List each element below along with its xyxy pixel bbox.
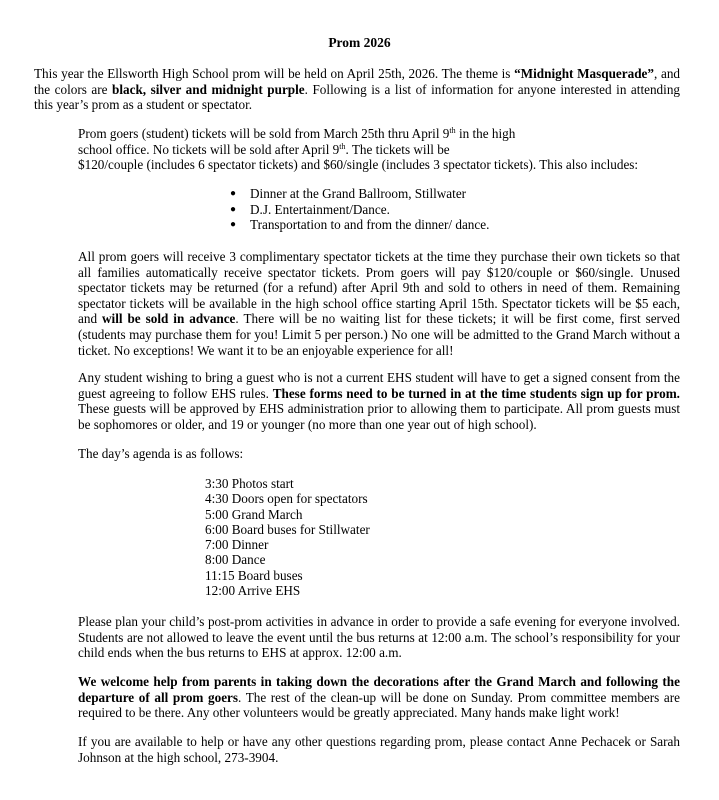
agenda-item: 11:15 Board buses	[205, 567, 303, 583]
post-prom-paragraph: Please plan your child’s post-prom activities in advance in order to provide a safe evening for everyone involved. Students are not allowed to leave the event until the bus returns at 12:00 a.m. The school’s responsibility for your child ends when the bus returns to EHS at approx. 12:00 a.m.	[78, 614, 680, 661]
agenda-item: 6:00 Board buses for Stillwater	[205, 521, 370, 537]
contact-paragraph: If you are available to help or have any other questions regarding prom, please contact Anne Pechacek or Sarah Johnson at the high school, 273-3904.	[78, 734, 680, 765]
agenda-item: 7:00 Dinner	[205, 537, 269, 553]
intro-text: , and the colors are	[34, 66, 681, 97]
tickets-line: school office. No tickets will be sold after April 9	[78, 141, 340, 157]
agenda-item: 4:30 Doors open for spectators	[205, 491, 368, 507]
spectator-tickets-paragraph	[78, 249, 680, 358]
ordinal-suffix: th	[339, 141, 346, 151]
emphasis-text: We welcome help from parents in taking down the decorations after the Grand March and following the departure of all prom goers	[78, 674, 680, 705]
agenda-list	[205, 476, 370, 598]
paragraph-text: All prom goers will receive 3 complimentary spectator tickets at the time they purchase their own tickets so that all families automatically receive spectator tickets. Prom goers will pay $120/couple or $60/single. Unused spectator tickets may be returned (for a refund) after April 9th and sold to others in need of them. Remaining spectator tickets will be available in the high school office starting April 15th. Spectator tickets will be $5 each, and	[78, 249, 680, 327]
agenda-item: 3:30 Photos start	[205, 476, 294, 491]
volunteer-paragraph	[78, 674, 680, 721]
paragraph-text: . The rest of the clean-up will be done on Sunday. Prom committee members are required to be there. Any other volunteers would be greatly appreciated. Many hands make light work!	[78, 689, 680, 721]
emphasis-text: These forms need to be turned in at the time students sign up for prom.	[272, 385, 680, 401]
intro-text: This year the Ellsworth High School prom will be held on April 25th, 2026. The theme is	[34, 66, 515, 81]
paragraph-text: . There will be no waiting list for these tickets; it will be first come, first served (students may purchase them for you! Limit 5 per person.) No one will be admitted to the Grand March without a ticket. No exceptions! We want it to be an enjoyable experience for all!	[78, 311, 680, 358]
prom-theme: “Midnight Masquerade”	[514, 66, 655, 81]
paragraph-text: These guests will be approved by EHS administration prior to allowing them to participate. All prom guests must be sophomores or older, and 19 or younger (no more than one year out of high school).	[78, 401, 680, 432]
paragraph-text: Any student wishing to bring a guest who is not a current EHS student will have to get a signed consent from the guest agreeing to follow EHS rules.	[78, 370, 680, 401]
emphasis-text: will be sold in advance	[102, 311, 236, 327]
list-item: ● Dinner at the Grand Ballroom, Stillwater	[230, 186, 630, 202]
intro-text: . Following is a list of information for anyone interested in attending this year’s prom as a student or spectator.	[34, 81, 681, 113]
tickets-line: in the high	[455, 126, 516, 141]
tickets-line: . The tickets will be	[345, 141, 450, 157]
tickets-line: Prom goers (student) tickets will be sold from March 25th thru April 9	[78, 126, 450, 141]
tickets-line: $120/couple (includes 6 spectator tickets) and $60/single (includes 3 spectator tickets). This also includes:	[78, 157, 639, 173]
tickets-paragraph	[78, 126, 688, 173]
guest-policy-paragraph	[78, 370, 680, 432]
prom-colors: black, silver and midnight purple	[112, 81, 305, 97]
agenda-item: 12:00 Arrive EHS	[205, 583, 301, 599]
agenda-heading: The day’s agenda is as follows:	[78, 446, 244, 461]
list-item: ● Transportation to and from the dinner/ dance.	[230, 217, 630, 233]
agenda-item: 8:00 Dance	[205, 552, 266, 568]
intro-paragraph	[34, 66, 680, 113]
ordinal-suffix: th	[449, 126, 456, 135]
includes-list	[230, 186, 630, 233]
page-title: Prom 2026	[328, 35, 391, 50]
agenda-item: 5:00 Grand March	[205, 506, 303, 522]
list-item: ● D.J. Entertainment/Dance.	[230, 202, 630, 218]
